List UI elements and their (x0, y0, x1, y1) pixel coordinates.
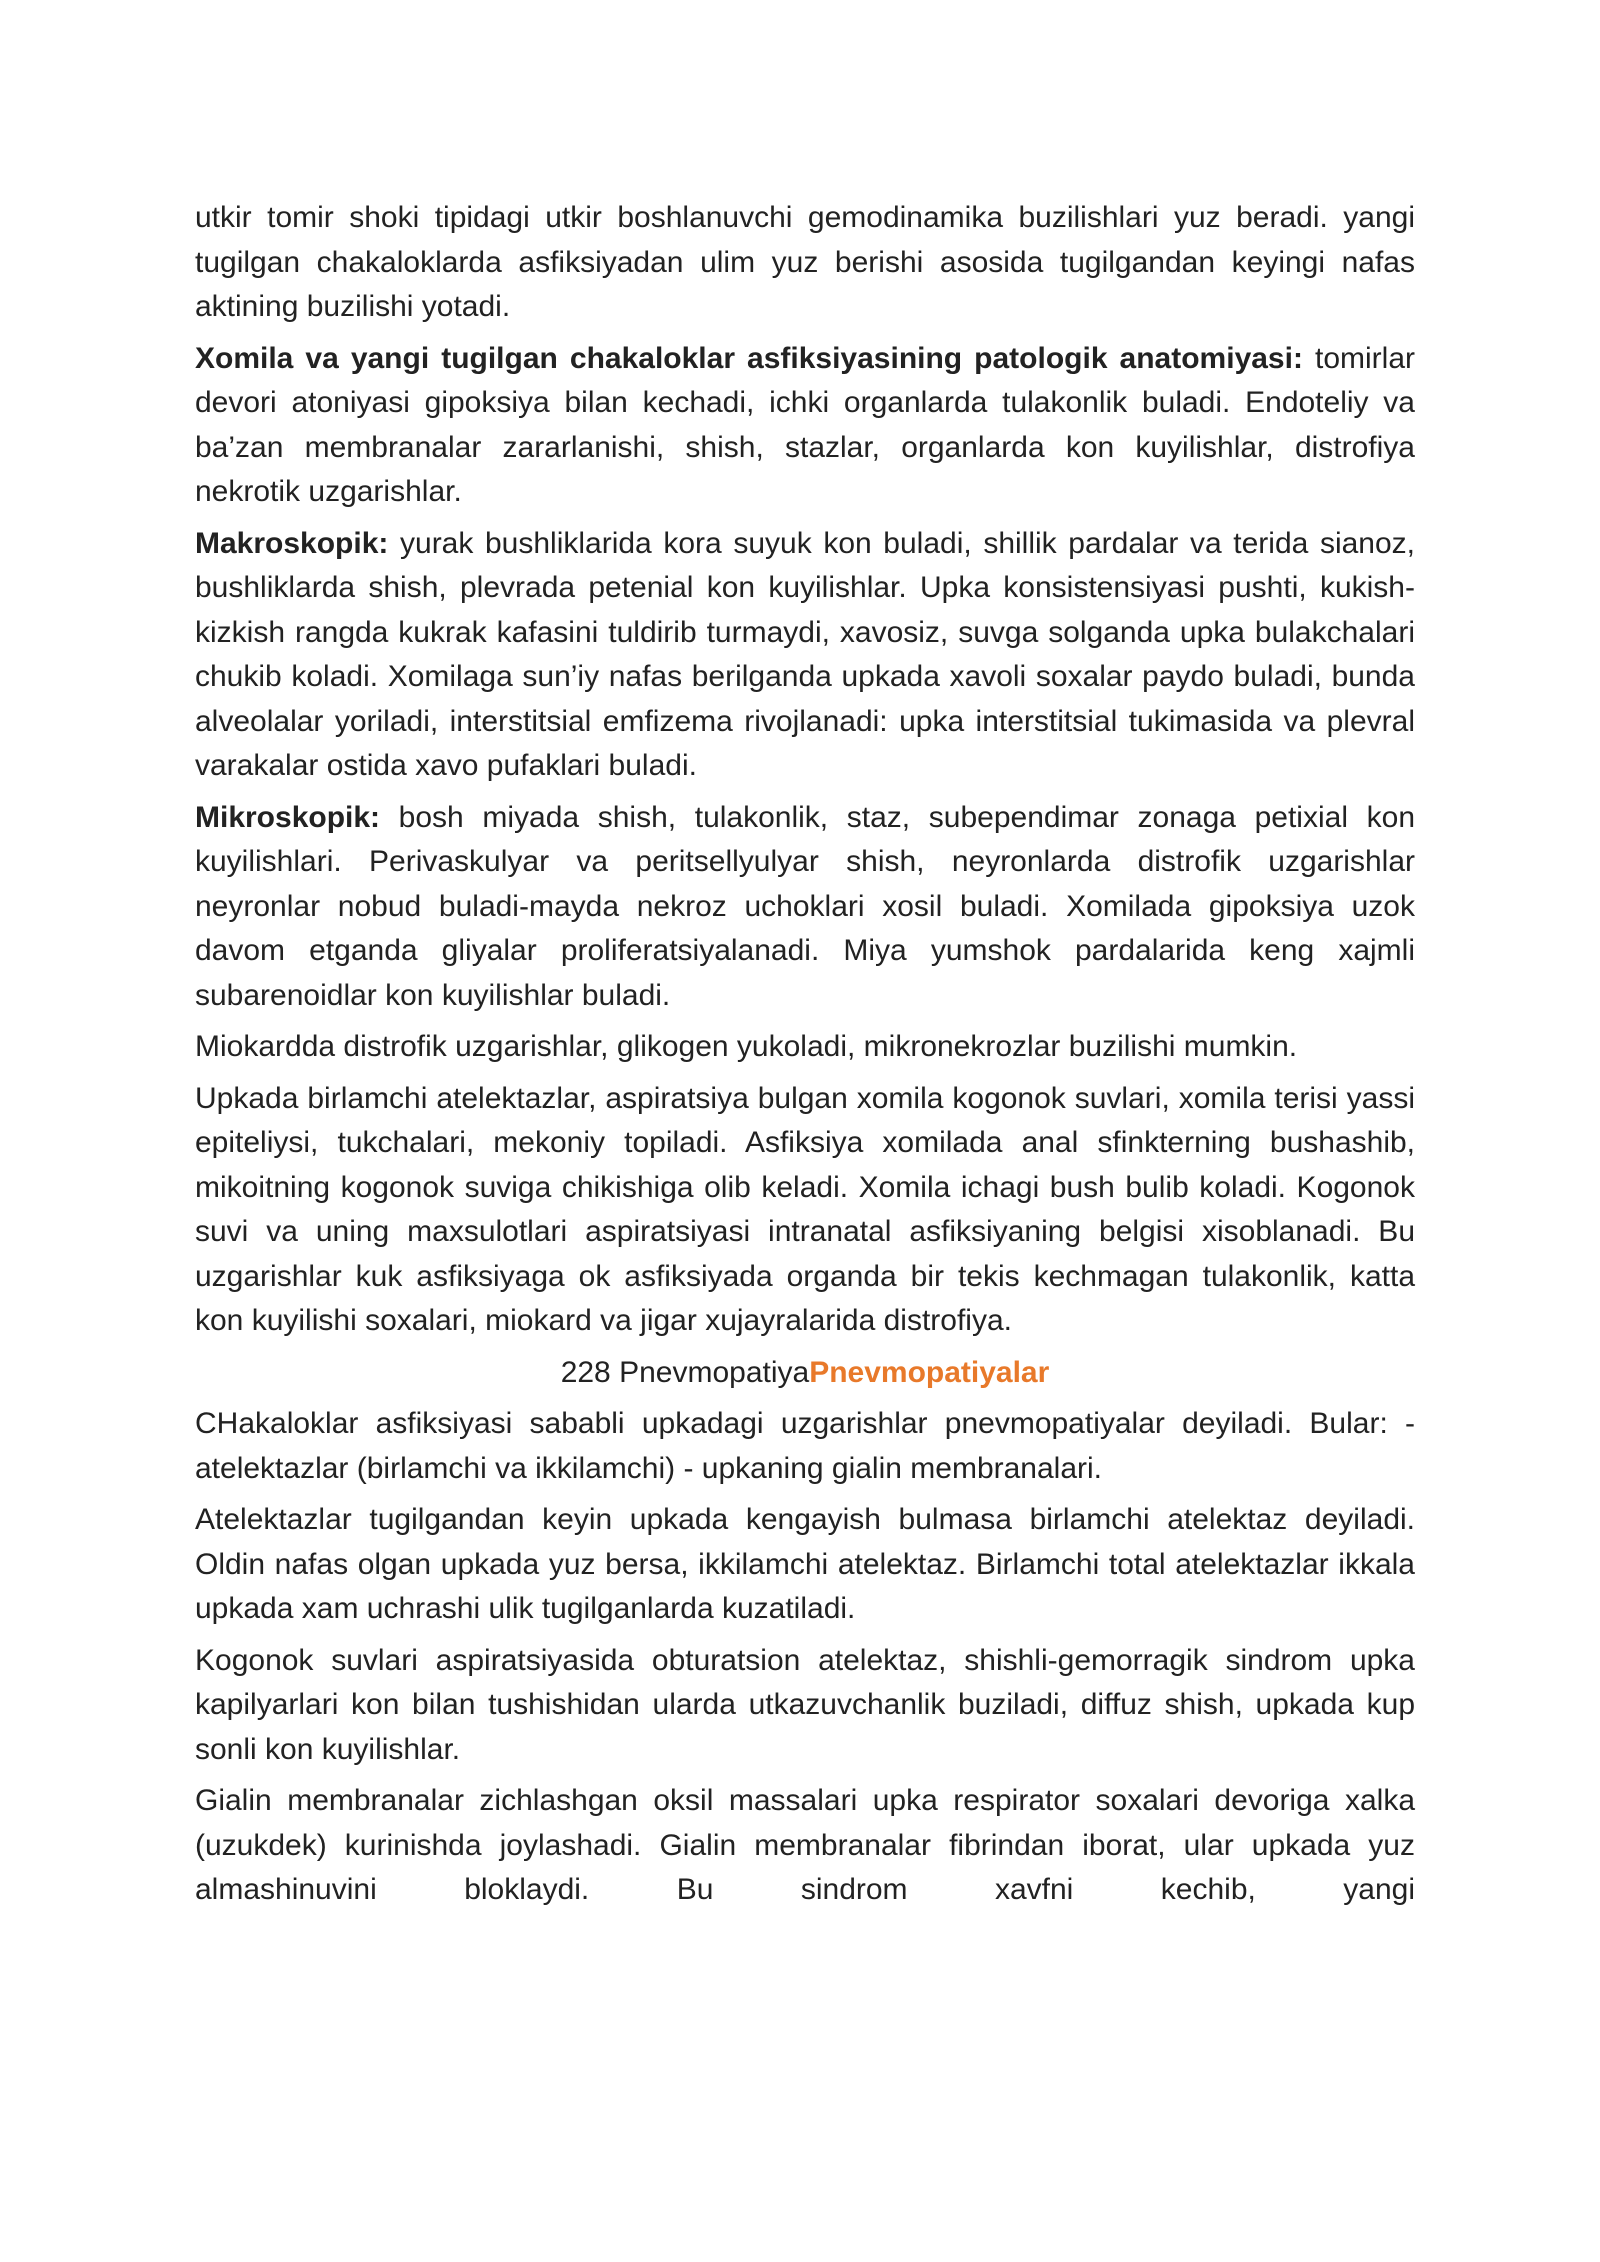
paragraph-atelectasis (195, 1498, 1415, 1632)
paragraph-text: tomirlar devori atoniyasi gipoksiya bilan kechadi, ichki organlarda tulakonlik buladi. Endoteliy va ba’zan membranalar zararlanishi, shish, stazlar, organlarda kon kuyilishlar, distrofiya nekrotik uzgarishlar. (195, 341, 1415, 508)
section-heading (195, 1351, 1415, 1396)
paragraph-text: bosh miyada shish, tulakonlik, staz, subependimar zonaga petixial kon kuyilishlari. Perivaskulyar va peritsellyulyar shish, neyronlarda distrofik uzgarishlar neyronlar nobud buladi-mayda nekroz uchoklari xosil buladi. Xomilada gipoksiya uzok davom etganda gliyalar proliferatsiyalanadi. Miya yumshok pardalarida keng xajmli subarenoidlar kon kuyilishlar buladi. (195, 800, 1415, 1012)
paragraph-macroscopic (195, 522, 1415, 789)
paragraph-text: Miokardda distrofik uzgarishlar, glikogen yukoladi, mikronekrozlar buzilishi mumkin. (195, 1030, 1298, 1063)
paragraph-text: CHakaloklar asfiksiyasi sababli upkadagi uzgarishlar pnevmopatiyalar deyiladi. Bular: - atelektazlar (birlamchi va ikkilamchi) - upkaning gialin membranalari. (195, 1407, 1415, 1485)
paragraph-text: Gialin membranalar zichlashgan oksil massalari upka respirator soxalari devoriga xalka (uzukdek) kurinishda joylashadi. Gialin membranalar fibrindan iborat, ular upkada yuz almashinuvini bloklaydi. Bu sindrom xavfni kechib, yangi (195, 1784, 1415, 1906)
paragraph-text: Upkada birlamchi atelektazlar, aspiratsiya bulgan xomila kogonok suvlari, xomila terisi yassi epiteliysi, tukchalari, mekoniy topiladi. Asfiksiya xomilada anal sfinkterning bushashib, mikoitning kogonok suviga chikishiga olib keladi. Xomila ichagi bush bulib koladi. Kogonok suvi va uning maxsulotlari aspiratsiyasi intranatal asfiksiyaning belgisi xisoblanadi. Bu uzgarishlar kuk asfiksiyaga ok asfiksiyada organda bir tekis kechmagan tulakonlik, katta kon kuyilishi soxalari, miokard va jigar xujayralarida distrofiya. (195, 1081, 1415, 1337)
heading-prefix: 228 Pnevmopatiya (560, 1355, 810, 1389)
paragraph-lead-bold: Mikroskopik: (195, 800, 381, 834)
heading-accent: Pnevmopatiyalar (809, 1355, 1050, 1389)
paragraph-hemodynamics (195, 196, 1415, 330)
paragraph-pathological-anatomy (195, 337, 1415, 515)
paragraph-lead-bold: Xomila va yangi tugilgan chakaloklar asfiksiyasining patologik anatomiyasi: (195, 341, 1303, 375)
paragraph-myocardium (195, 1025, 1415, 1070)
paragraph-amniotic-aspiration (195, 1639, 1415, 1773)
paragraph-text: utkir tomir shoki tipidagi utkir boshlanuvchi gemodinamika buzilishlari yuz beradi. yangi tugilgan chakaloklarda asfiksiyadan ulim yuz berishi asosida tugilgandan keyingi nafas aktining buzilishi yotadi. (195, 201, 1415, 323)
paragraph-hyaline-membranes (195, 1779, 1415, 1913)
paragraph-pneumopathies-definition (195, 1402, 1415, 1491)
paragraph-lungs-atelectasis (195, 1077, 1415, 1344)
paragraph-text: Atelektazlar tugilgandan keyin upkada kengayish bulmasa birlamchi atelektaz deyiladi. Oldin nafas olgan upkada yuz bersa, ikkilamchi atelektaz. Birlamchi total atelektazlar ikkala upkada xam uchrashi ulik tugilganlarda kuzatiladi. (195, 1503, 1415, 1625)
paragraph-text: Kogonok suvlari aspiratsiyasida obturatsion atelektaz, shishli-gemorragik sindrom upka kapilyarlari kon bilan tushishidan ularda utkazuvchanlik buziladi, diffuz shish, upkada kup sonli kon kuyilishlar. (195, 1643, 1415, 1766)
paragraph-microscopic (195, 796, 1415, 1019)
document-page (195, 196, 1415, 1920)
paragraph-lead-bold: Makroskopik: (195, 526, 389, 560)
paragraph-text: yurak bushliklarida kora suyuk kon buladi, shillik pardalar va terida sianoz, bushliklarda shish, plevrada petenial kon kuyilishlar. Upka konsistensiyasi pushti, kukish-kizkish rangda kukrak kafasini tuldirib turmaydi, xavosiz, suvga solganda upka bulakchalari chukib koladi. Xomilaga sun’iy nafas berilganda upkada xavoli soxalar paydo buladi, bunda alveolalar yoriladi, interstitsial emfizema rivojlanadi: upka interstitsial tukimasida va plevral varakalar ostida xavo pufaklari buladi. (195, 526, 1415, 782)
